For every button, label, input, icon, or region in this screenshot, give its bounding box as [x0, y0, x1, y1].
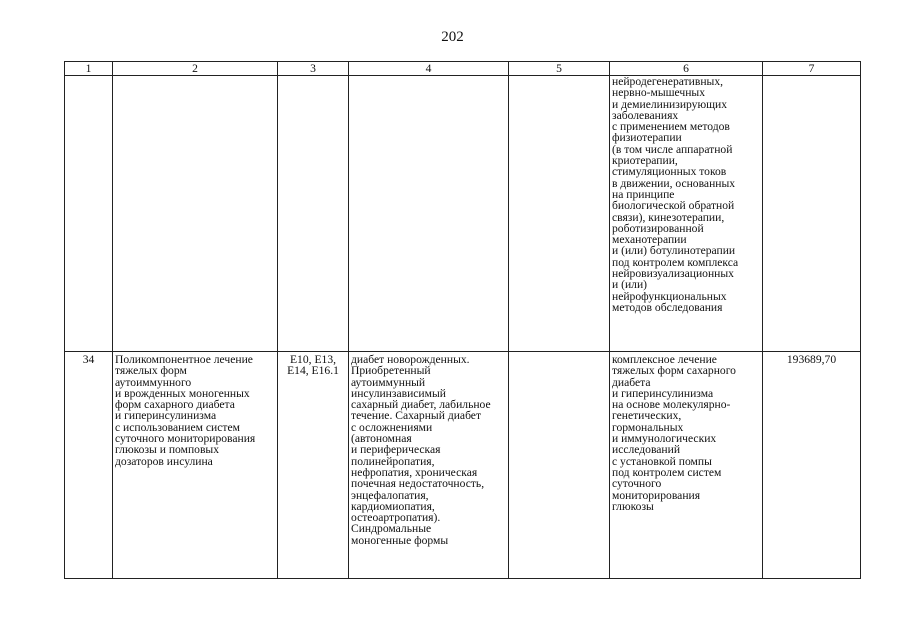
- row-number-cell: 34: [65, 352, 113, 579]
- page-number: 202: [441, 29, 464, 45]
- model-patient-cell: [509, 352, 610, 579]
- treatment-method-cell: комплексное лечение тяжелых форм сахарного диабета и гиперинсулинизма на основе молекулярно- генетических, гормональных и иммунологических исследований с установкой помпы под контролем систем суточного мониторирования глюкозы: [610, 352, 763, 579]
- table-row: [65, 76, 861, 352]
- table-row: [65, 352, 861, 579]
- treatment-method-cell: нейродегенеративных, нервно-мышечных и демиелинизирующих заболеваниях с применением методов физиотерапии (в том числе аппаратной криотерапии, стимуляционных токов в движении, основанных на принципе биологической обратной связи), кинезотерапии, роботизированной механотерапии и (или) ботулинотерапии под контролем комплекса нейровизуализационных и (или) нейрофункциональных методов обследования: [610, 76, 763, 352]
- header-cell-1: 1: [65, 62, 113, 76]
- header-cell-3: 3: [278, 62, 349, 76]
- header-cell-6: 6: [610, 62, 763, 76]
- header-cell-7: 7: [763, 62, 861, 76]
- header-cell-2: 2: [113, 62, 278, 76]
- header-row: [65, 62, 861, 76]
- medical-care-table: [64, 61, 861, 579]
- diagnosis-cell: диабет новорожденных. Приобретенный аутоиммунный инсулинзависимый сахарный диабет, лабильное течение. Сахарный диабет с осложнениями (автономная и периферическая полинейропатия, нефропатия, хроническая почечная недостаточность, энцефалопатия, кардиомиопатия, остеоартропатия). Синдромальные моногенные формы: [349, 352, 509, 579]
- header-cell-5: 5: [509, 62, 610, 76]
- icd-codes-cell: E10, E13, E14, E16.1: [278, 352, 349, 579]
- icd-codes-cell: [278, 76, 349, 352]
- cost-cell: [763, 76, 861, 352]
- treatment-name-cell: [113, 76, 278, 352]
- row-number-cell: [65, 76, 113, 352]
- treatment-name-cell: Поликомпонентное лечение тяжелых форм аутоиммунного и врожденных моногенных форм сахарного диабета и гиперинсулинизма с использованием систем суточного мониторирования глюкозы и помповых дозаторов инсулина: [113, 352, 278, 579]
- model-patient-cell: [509, 76, 610, 352]
- cost-cell: 193689,70: [763, 352, 861, 579]
- header-cell-4: 4: [349, 62, 509, 76]
- diagnosis-cell: [349, 76, 509, 352]
